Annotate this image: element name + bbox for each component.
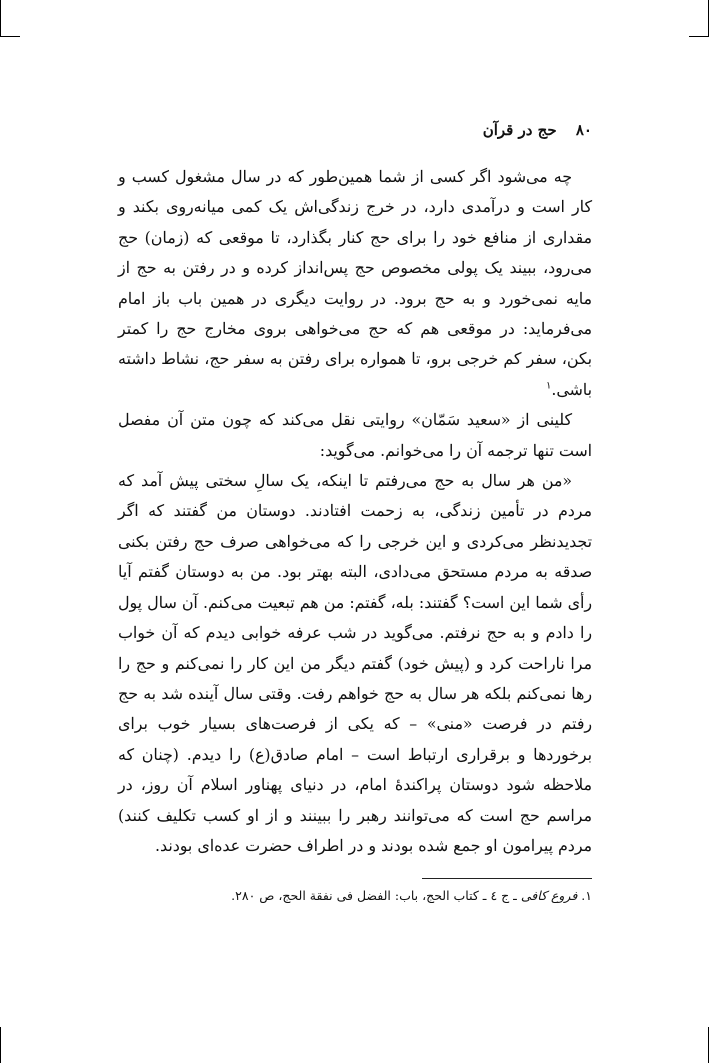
paragraph-1 <box>118 162 592 405</box>
footnote-divider <box>422 878 592 879</box>
paragraph-3: «من هر سال به حج می‌رفتم تا اینکه، یک سالِ سختی پیش آمد که مردم در تأمین زندگی، به زحمت افتادند. دوستان من گفتند که اگر تجدیدنظر می‌کردی و این خرجی را که می‌خواهی صرف حج رفتن بکنی صدقه به مردم مستحق می‌دادی، البته بهتر بود. من به دوستان گفتم آیا رأی شما این است؟ گفتند: بله، گفتم: من هم تبعیت می‌کنم. آن سال پول را دادم و به حج نرفتم. می‌گوید در شب عرفه خوابی دیدم که آن خواب مرا ناراحت کرد و (پیش خود) گفتم دیگر من این کار را نمی‌کنم و حج را رها نمی‌کنم بلکه هر سال به حج خواهم رفت. وقتی سال آینده شد به حج رفتم در فرصت «منی» – که یکی از فرصت‌های بسیار خوب برای برخوردها و برقراری ارتباط است – امام صادق(ع) را دیدم. (چنان که ملاحظه شود دوستان پراکندهٔ امام، در دنیای پهناور اسلام آن روز، در مراسم حج است که می‌توانند رهبر را ببینند و از او کسب تکلیف کنند) مردم پیرامون او جمع شده بودند و در اطراف حضرت عده‌ای بودند. <box>118 471 592 855</box>
footnote-number: ۱. <box>581 888 592 903</box>
book-page <box>118 112 592 903</box>
crop-mark-top-right-h <box>689 36 709 37</box>
footnote-citation: ـ ج ٤ ـ کتاب الحج، باب: الفضل فی نفقة الحج، ص ۲۸۰. <box>231 888 521 903</box>
crop-mark-bottom-left <box>0 1027 1 1063</box>
crop-mark-top-left-h <box>0 36 20 37</box>
paragraph-2: کلینی از «سعید سَمّان» روایتی نقل می‌کند که چون متن آن مفصل است تنها ترجمه آن را می‌خوانم. می‌گوید: <box>118 410 592 460</box>
crop-mark-top-left <box>0 0 1 36</box>
running-title: حج در قرآن <box>482 121 557 139</box>
running-header <box>118 112 592 148</box>
body-text <box>118 162 592 861</box>
page-number: ۸۰ <box>575 121 592 139</box>
paragraph-1-text: چه می‌شود اگر کسی از شما همین‌طور که در سال مشغول کسب و کار است و درآمدی دارد، در خرج زندگی‌اش یک کمی میانه‌روی بکند و مقداری از منافع خود را برای حج کنار بگذارد، تا موقعی که (زمان) حج می‌رود، ببیند یک پولی مخصوص حج پس‌انداز کرده و در رفتن به حج از مایه نمی‌خورد و به حج برود. در روایت دیگری در همین باب باز امام می‌فرماید: در موقعی هم که حج می‌خواهی بروی مخارج حج را کمتر بکن، سفر کم خرجی برو، تا همواره برای رفتن به سفر حج، نشاط داشته باشی. <box>118 167 592 399</box>
footnote-source: فروع کافی <box>520 888 578 903</box>
footnote-reference: ۱ <box>545 380 552 392</box>
footnote <box>118 886 592 906</box>
